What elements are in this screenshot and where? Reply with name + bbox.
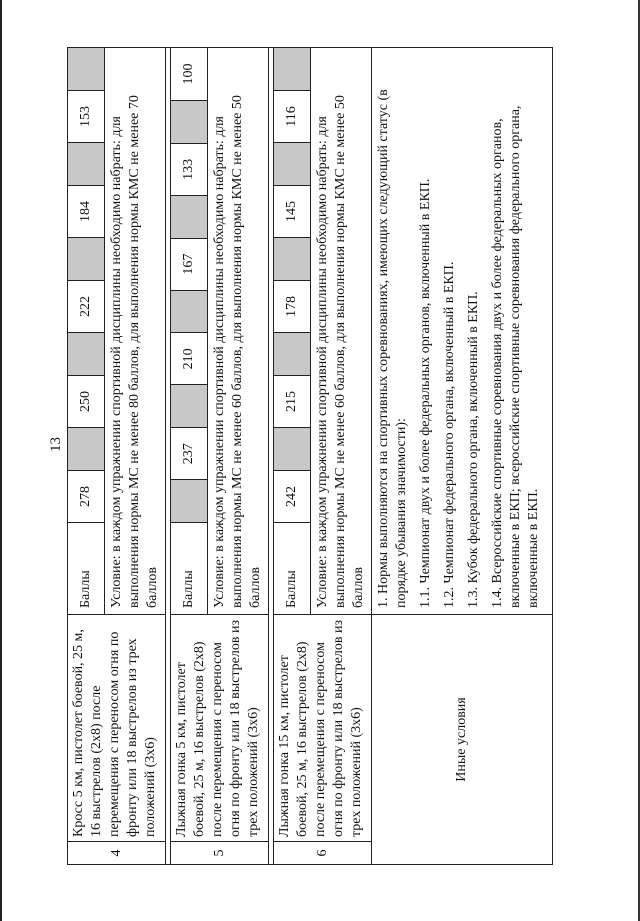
score-value: 153 <box>68 90 104 142</box>
rule-item: 1.4. Всероссийские спортивные соревнования двух и более федеральных органов, включенные в ЕКП; всероссийские спортивные соревнования федерального органа, включенные в ЕКП. <box>490 105 541 608</box>
score-gap <box>274 142 310 185</box>
score-value: 167 <box>171 238 207 290</box>
score-gap <box>274 332 310 375</box>
score-gap <box>68 237 104 280</box>
score-gap <box>68 48 104 90</box>
page-number: 13 <box>48 437 64 452</box>
rotated-table-wrapper <box>67 47 541 865</box>
score-gap <box>68 332 104 375</box>
other-conditions-label: Иные условия <box>372 615 553 865</box>
rule-item: 1. Нормы выполняются на спортивных соревнованиях, имеющих следующий статус (в порядке убывания значимости): <box>376 89 409 608</box>
score-label: Баллы <box>68 522 104 614</box>
other-conditions-list <box>372 48 553 615</box>
score-value: 222 <box>68 280 104 332</box>
score-value: 237 <box>171 427 207 479</box>
score-value: 210 <box>171 332 207 384</box>
score-gap <box>68 142 104 185</box>
score-gap <box>171 384 207 427</box>
score-gap <box>274 237 310 280</box>
score-value: 145 <box>274 185 310 237</box>
score-gap <box>274 48 310 90</box>
discipline-name: Кросс 5 км, пистолет боевой, 25 м, 16 выстрелов (2х8) после перемещения с переносом огня по фронту или 18 выстрелов из трех положений (3х6) <box>68 615 166 842</box>
discipline-name: Лыжная гонка 15 км, пистолет боевой, 25 м, 16 выстрелов (2х8) после перемещения с переносом огня по фронту или 18 выстрелов из трех положений (3х6) <box>274 615 372 842</box>
discipline-name: Лыжная гонка 5 км, пистолет боевой, 25 м, 16 выстрелов (2х8) после перемещения с переносом огня по фронту или 18 выстрелов из трех положений (3х6) <box>171 615 269 842</box>
table-row <box>171 48 208 865</box>
row-number: 5 <box>171 842 269 865</box>
score-cells <box>68 48 105 615</box>
score-label: Баллы <box>171 522 207 614</box>
rule-item: 1.2. Чемпионат федерального органа, включенный в ЕКП. <box>442 261 457 608</box>
score-value: 100 <box>181 63 196 85</box>
score-value: 215 <box>274 375 310 427</box>
rule-item: 1.3. Кубок федерального органа, включенный в ЕКП. <box>466 291 481 608</box>
score-gap <box>68 427 104 470</box>
row-number: 6 <box>274 842 372 865</box>
score-cells <box>171 48 208 615</box>
condition-text: Условие: в каждом упражнении спортивной дисциплины необходимо набрать: для выполнения нормы МС не менее 80 баллов, для выполнения нормы КМС не менее 70 баллов <box>105 48 166 615</box>
score-gap <box>274 427 310 470</box>
score-cells <box>274 48 311 615</box>
condition-text: Условие: в каждом упражнении спортивной дисциплины необходимо набрать: для выполнения нормы МС не менее 60 баллов, для выполнения нормы КМС не менее 50 баллов <box>208 48 269 615</box>
score-gap <box>171 290 207 333</box>
table-row <box>372 48 553 865</box>
score-value: 133 <box>171 143 207 195</box>
score-label: Баллы <box>274 522 310 614</box>
score-gap <box>171 100 207 143</box>
score-value: 116 <box>274 90 310 142</box>
score-value: 184 <box>68 185 104 237</box>
score-gap <box>171 195 207 238</box>
score-value: 178 <box>274 280 310 332</box>
score-value: 278 <box>68 470 104 522</box>
table-row <box>274 48 311 865</box>
score-gap <box>171 479 207 522</box>
score-value: 250 <box>68 375 104 427</box>
rule-item: 1.1. Чемпионат двух и более федеральных органов, включенный в ЕКП. <box>418 178 433 608</box>
score-value: 242 <box>274 470 310 522</box>
norms-table <box>67 47 553 865</box>
table-row <box>68 48 105 865</box>
row-number: 4 <box>68 842 166 865</box>
condition-text: Условие: в каждом упражнении спортивной дисциплины необходимо набрать: для выполнения нормы МС не менее 60 баллов, для выполнения нормы КМС не менее 50 баллов <box>311 48 372 615</box>
